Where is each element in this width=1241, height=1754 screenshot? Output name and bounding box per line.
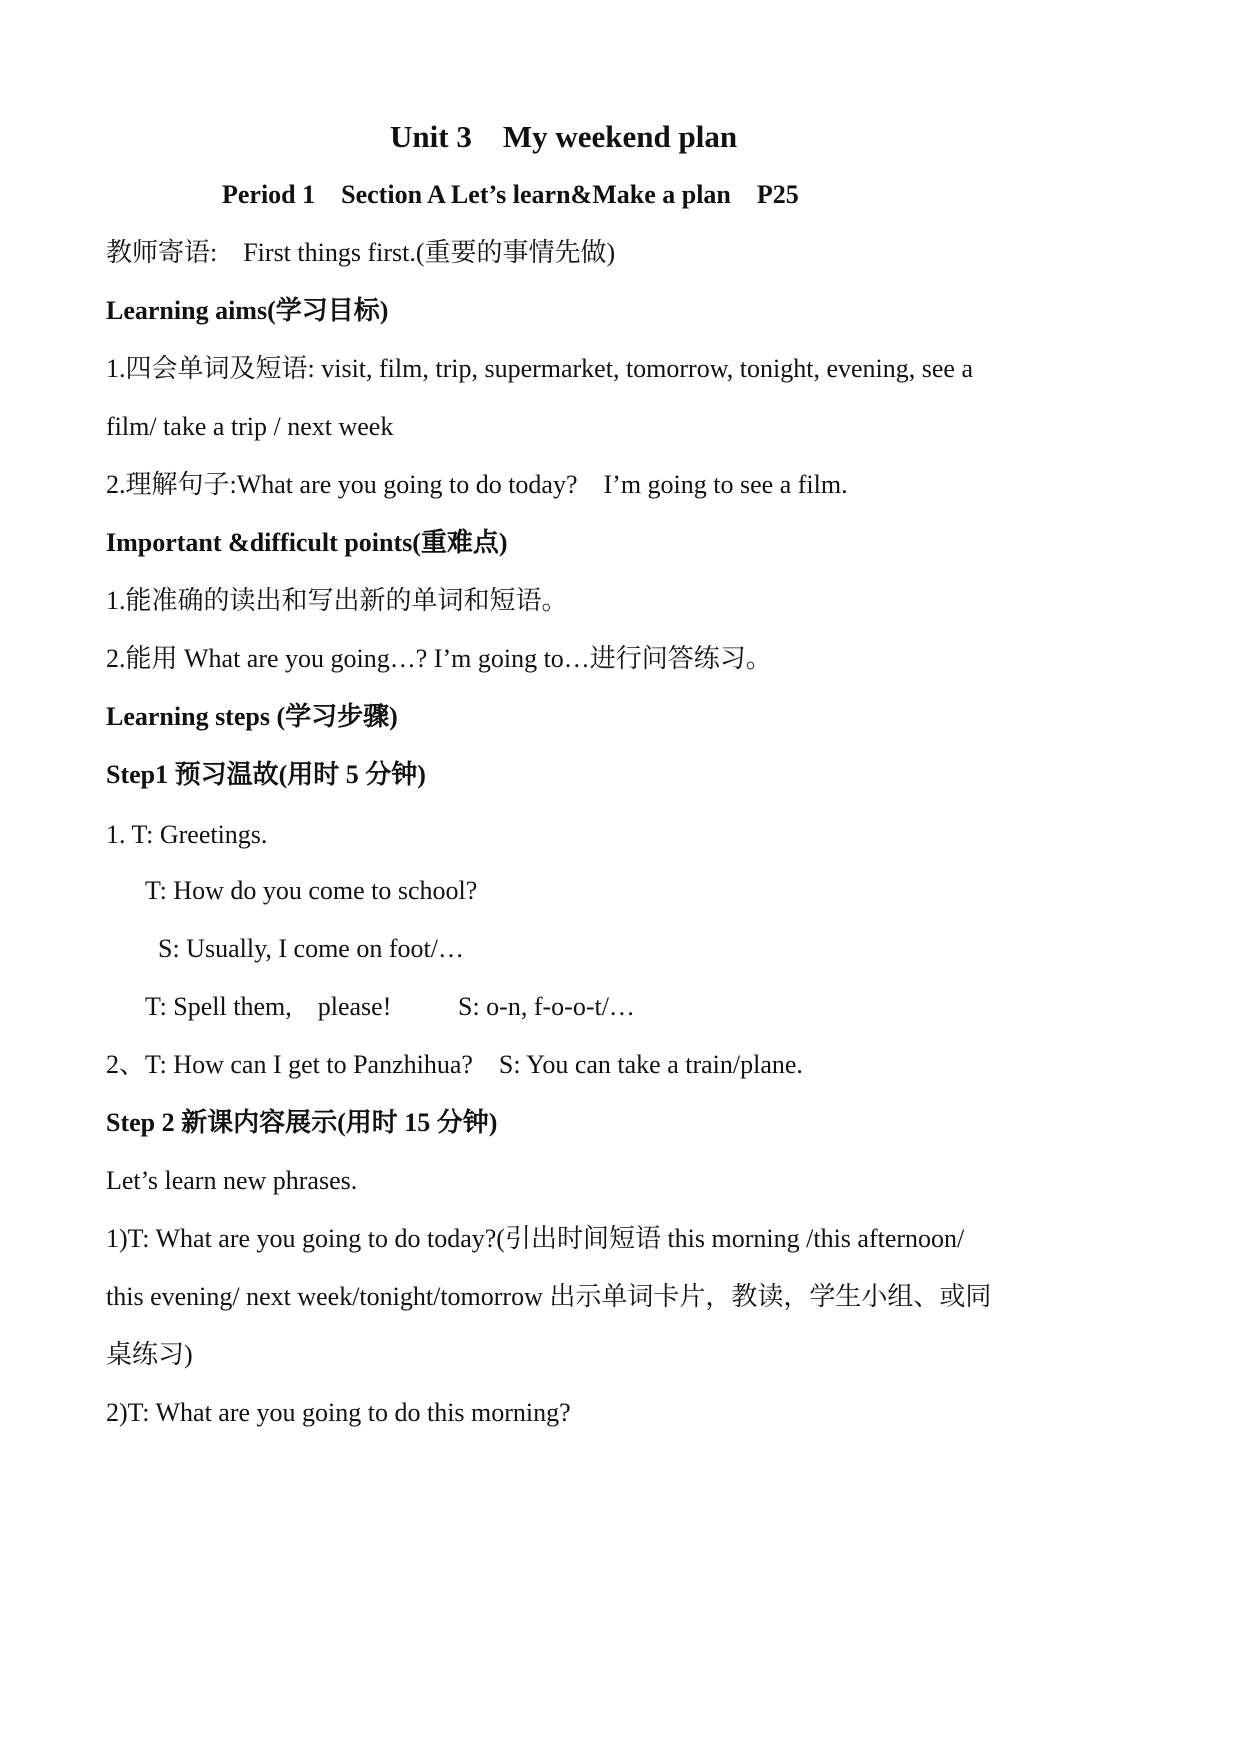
step-1-heading: Step1 预习温故(用时 5 分钟) [106,760,426,789]
step-2-line-2: 1)T: What are you going to do today?(引出时间短语 this morning /this afternoon/ [106,1224,965,1253]
step-1-line-3: S: Usually, I come on foot/… [158,934,464,963]
step-2-line-1: Let’s learn new phrases. [106,1166,358,1195]
aim-1-line-1: 1.四会单词及短语: visit, film, trip, supermarket, tomorrow, tonight, evening, see a [106,354,974,383]
step-2-heading: Step 2 新课内容展示(用时 15 分钟) [106,1108,498,1137]
step-2-line-5: 2)T: What are you going to do this morning? [106,1398,571,1427]
step-1-line-4b: S: o-n, f-o-o-t/… [458,992,635,1021]
point-1: 1.能准确的读出和写出新的单词和短语。 [106,586,568,615]
teacher-motto: 教师寄语: First things first.(重要的事情先做) [106,238,616,267]
step-2-line-3: this evening/ next week/tonight/tomorrow 出示单词卡片，教读，学生小组、或同 [106,1282,992,1311]
aims-heading: Learning aims(学习目标) [106,296,389,325]
point-2: 2.能用 What are you going…? I’m going to…进行问答练习。 [106,644,772,673]
steps-heading: Learning steps (学习步骤) [106,702,398,731]
page-title: Unit 3 My weekend plan [390,119,738,154]
step-1-line-5: 2、T: How can I get to Panzhihua? S: You can take a train/plane. [106,1050,803,1079]
points-heading: Important &difficult points(重难点) [106,528,508,557]
aim-1-line-2: film/ take a trip / next week [106,412,394,441]
step-1-line-1: 1. T: Greetings. [106,820,268,849]
step-2-line-4: 桌练习) [106,1340,193,1369]
page-subtitle: Period 1 Section A Let’s learn&Make a plan P25 [222,180,799,209]
aim-2: 2.理解句子:What are you going to do today? I’m going to see a film. [106,470,848,499]
step-1-line-2: T: How do you come to school? [145,876,478,905]
step-1-line-4a: T: Spell them, please! [145,992,392,1021]
